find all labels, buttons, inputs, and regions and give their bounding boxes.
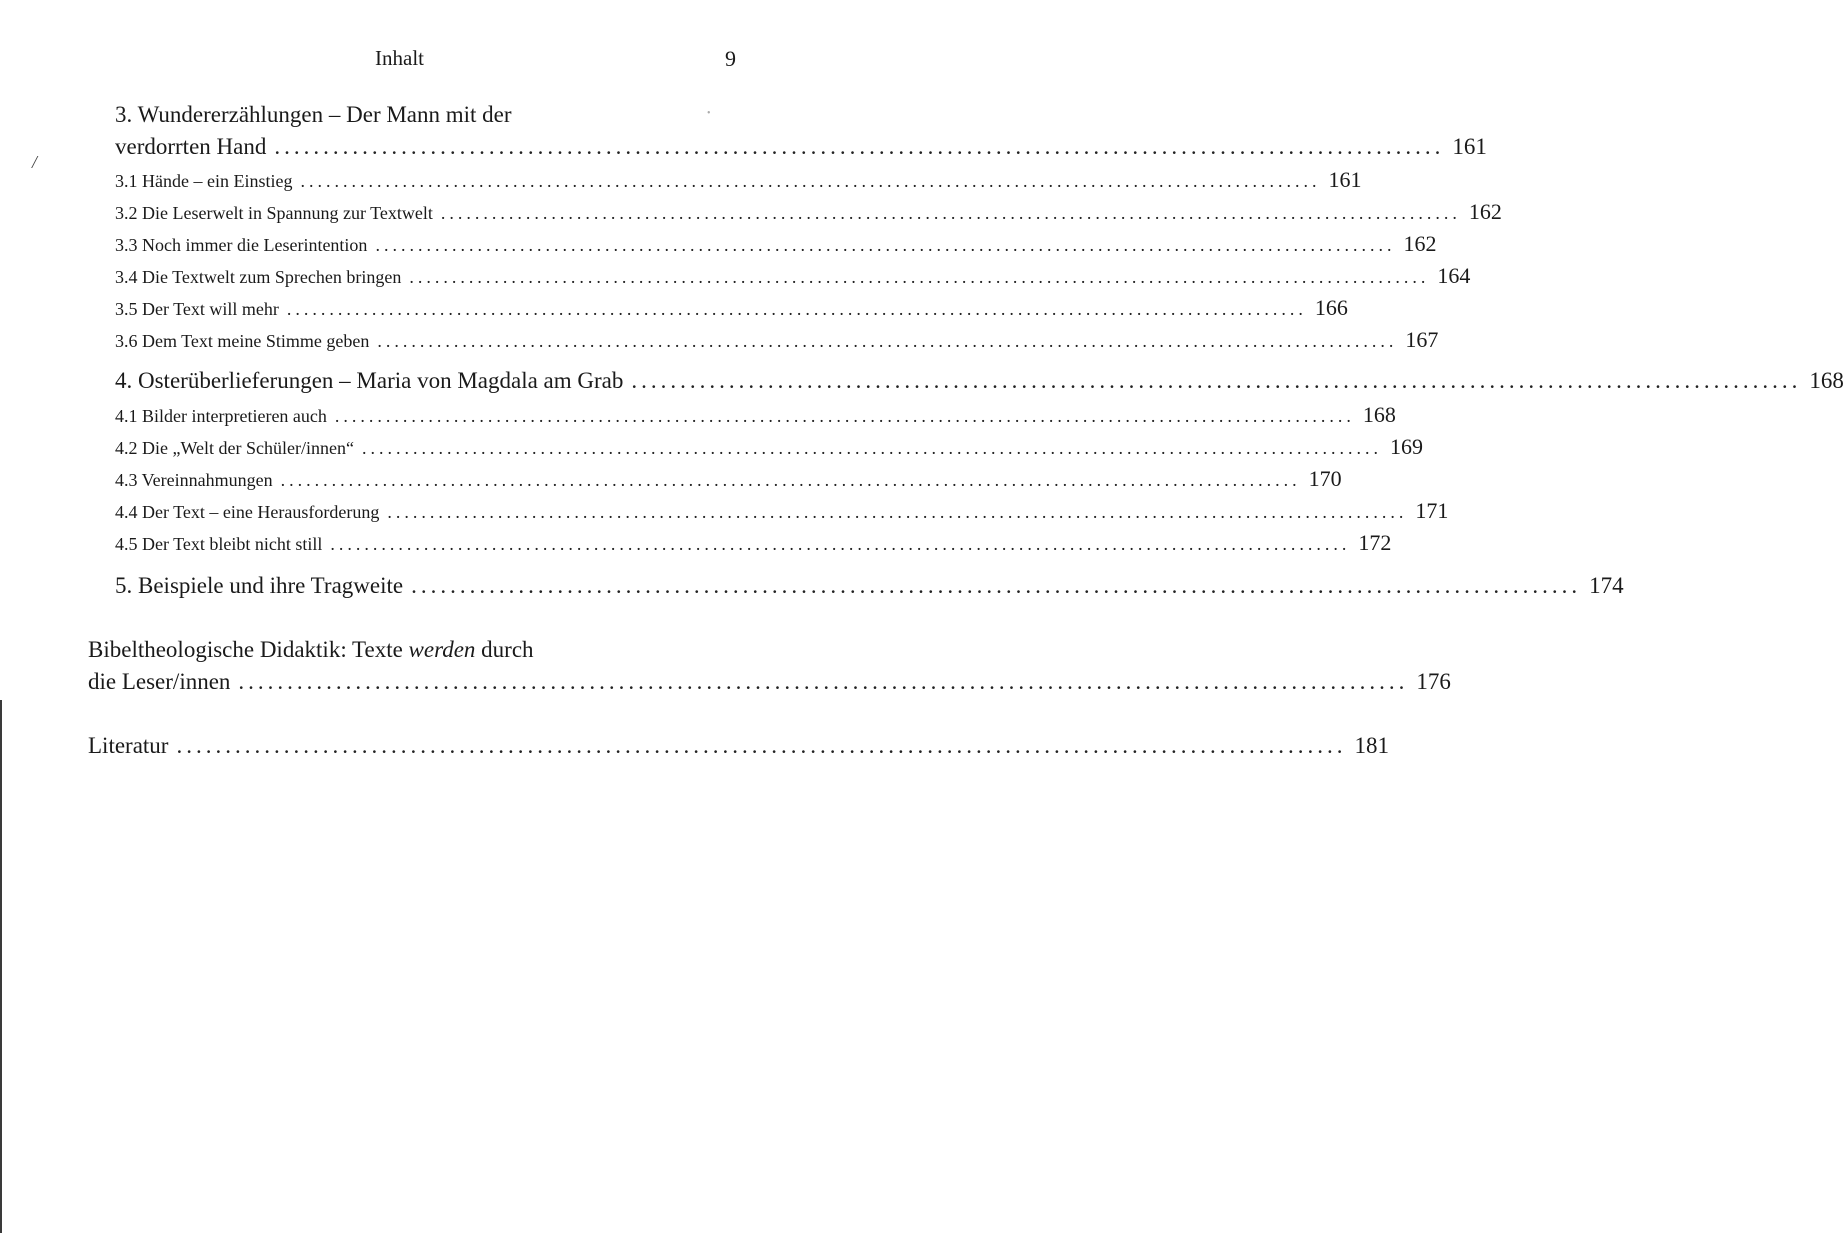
toc-entry-3-4[interactable] [115, 263, 1471, 289]
toc-entry-4-1[interactable] [115, 402, 1396, 428]
toc-entry-label: 3.1 Hände – ein Einstieg [115, 171, 293, 191]
dot-leader: ........................................................................................................................ [280, 470, 1301, 490]
toc-entry-label: 3.5 Der Text will mehr [115, 299, 279, 319]
toc-page-number: 162 [1468, 199, 1502, 224]
toc-entry-3-5[interactable] [115, 295, 1348, 321]
toc-entry-label: 3.3 Noch immer die Leserintention [115, 235, 368, 255]
toc-page-number: 168 [1362, 402, 1396, 427]
toc-entry-label: 4.1 Bilder interpretieren auch [115, 406, 327, 426]
toc-entry-didaktik[interactable] [88, 669, 1451, 695]
toc-entry-3[interactable] [115, 134, 1487, 160]
toc-entry-literatur[interactable] [88, 733, 1389, 759]
page-number: 9 [725, 46, 736, 71]
toc-page-number: 161 [1452, 134, 1487, 159]
dot-leader: ........................................................................................................................ [334, 406, 1355, 426]
dot-leader: ........................................................................................................................ [631, 368, 1802, 393]
toc-entry-label: 4. Osterüberlieferungen – Maria von Magdala am Grab [115, 368, 624, 393]
dot-leader: ........................................................................................................................ [375, 235, 1396, 255]
toc-entry-didaktik-line1 [88, 637, 737, 663]
toc-page-number: 170 [1308, 466, 1342, 491]
toc-entry-3-1[interactable] [115, 167, 1362, 193]
toc-entry-label: 4.5 Der Text bleibt nicht still [115, 534, 323, 554]
toc-entry-label: 3.2 Die Leserwelt in Spannung zur Textwelt [115, 203, 433, 223]
dot-leader: ........................................................................................................................ [409, 267, 1430, 287]
toc-page-number: 181 [1354, 733, 1389, 758]
toc-entry-label: 4.3 Vereinnahmungen [115, 470, 273, 490]
running-title: Inhalt [375, 46, 424, 70]
toc-entry-5[interactable] [115, 573, 1624, 599]
toc-page-number: 169 [1389, 434, 1423, 459]
toc-entry-4[interactable] [115, 368, 1844, 394]
didaktik-emphasis: werden [408, 637, 476, 662]
toc-entry-label: 5. Beispiele und ihre Tragweite [115, 573, 404, 598]
scan-margin-line [0, 700, 2, 1233]
toc-entry-label: 4.4 Der Text – eine Herausforderung [115, 502, 380, 522]
toc-entry-4-2[interactable] [115, 434, 1423, 460]
toc-page-number: 176 [1416, 669, 1451, 694]
toc-entry-4-5[interactable] [115, 530, 1392, 556]
didaktik-text-before: Bibeltheologische Didaktik: Texte [88, 637, 409, 662]
dot-leader: ........................................................................................................................ [330, 534, 1351, 554]
toc-page-number: 168 [1809, 368, 1844, 393]
dot-leader: ........................................................................................................................ [361, 438, 1382, 458]
dot-leader: ........................................................................................................................ [387, 502, 1408, 522]
toc-entry-label: verdorrten Hand [115, 134, 267, 159]
toc-entry-label: Literatur [88, 733, 169, 758]
toc-page-number: 171 [1415, 498, 1449, 523]
didaktik-text-after: durch [475, 637, 534, 662]
toc-entry-3-line1: 3. Wundererzählungen – Der Mann mit der [115, 102, 512, 127]
toc-entry-4-4[interactable] [115, 498, 1449, 524]
dot-leader: ........................................................................................................................ [238, 669, 1409, 694]
scan-speck: • [707, 108, 711, 119]
toc-entry-label: 3.4 Die Textwelt zum Sprechen bringen [115, 267, 402, 287]
toc-entry-label: 4.2 Die „Welt der Schüler/innen“ [115, 438, 354, 458]
running-header [0, 46, 799, 76]
toc-page-number: 161 [1328, 167, 1362, 192]
dot-leader: ........................................................................................................................ [440, 203, 1461, 223]
toc-entry-3-2[interactable] [115, 199, 1502, 225]
toc-entry-3-6[interactable] [115, 327, 1439, 353]
dot-leader: ........................................................................................................................ [176, 733, 1347, 758]
dot-leader: ........................................................................................................................ [300, 171, 1321, 191]
dot-leader: ........................................................................................................................ [377, 331, 1398, 351]
toc-page-number: 174 [1589, 573, 1624, 598]
toc-page-number: 166 [1314, 295, 1348, 320]
dot-leader: ........................................................................................................................ [411, 573, 1582, 598]
toc-entry-label: die Leser/innen [88, 669, 231, 694]
toc-page-number: 164 [1437, 263, 1471, 288]
dot-leader: ........................................................................................................................ [274, 134, 1445, 159]
toc-entry-4-3[interactable] [115, 466, 1342, 492]
toc-entry-label: 3.6 Dem Text meine Stimme geben [115, 331, 370, 351]
toc-page-number: 167 [1405, 327, 1439, 352]
toc-page-number: 162 [1403, 231, 1437, 256]
stray-pencil-mark: / [32, 152, 38, 172]
toc-entry-3-3[interactable] [115, 231, 1437, 257]
dot-leader: ........................................................................................................................ [286, 299, 1307, 319]
toc-page-number: 172 [1358, 530, 1392, 555]
